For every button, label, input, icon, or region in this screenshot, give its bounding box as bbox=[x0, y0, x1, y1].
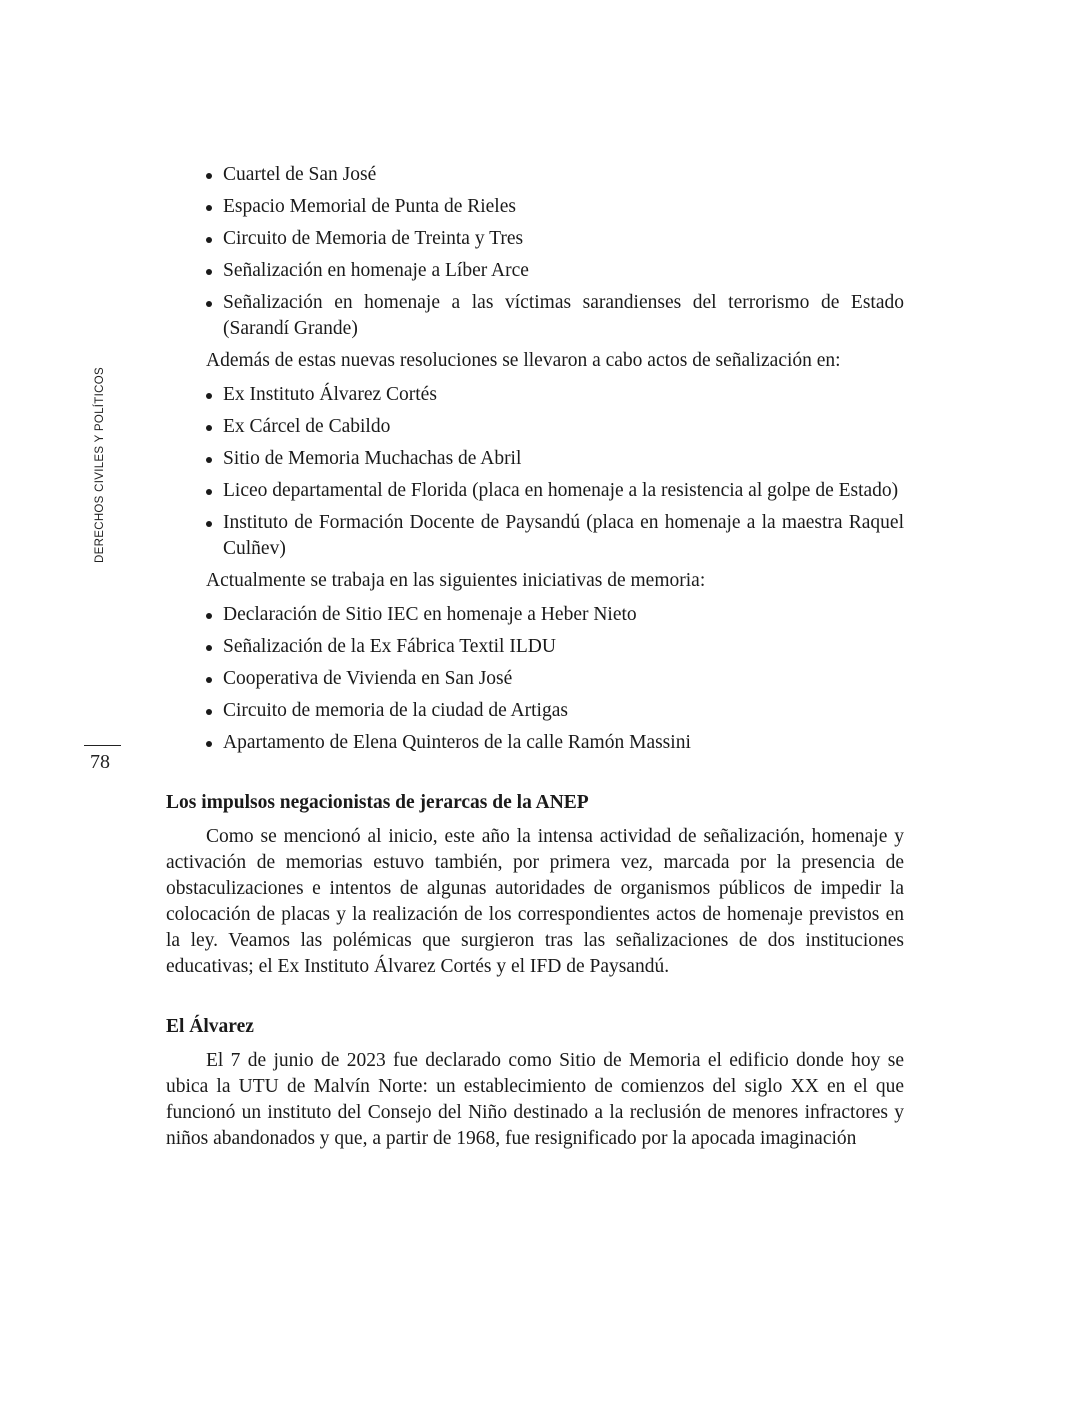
list-item: Declaración de Sitio IEC en homenaje a Heber Nieto bbox=[206, 602, 904, 628]
section-heading: El Álvarez bbox=[166, 1016, 254, 1037]
list-item: Señalización en homenaje a las víctimas sarandienses del terrorismo de Estado (Sarandí Grande) bbox=[206, 290, 904, 342]
section-paragraph: El 7 de junio de 2023 fue declarado como Sitio de Memoria el edificio donde hoy se ubica la UTU de Malvín Norte: un establecimiento de comienzos del siglo XX en el que funcionó un instituto del Consejo del Niño destinado a la reclusión de menores infractores y niños abandonados y que, a partir de 1968, fue resignificado por la apocada imaginación bbox=[166, 1050, 904, 1149]
list-item: Ex Instituto Álvarez Cortés bbox=[206, 382, 904, 408]
list-item: Circuito de memoria de la ciudad de Artigas bbox=[206, 698, 904, 724]
list-item: Cooperativa de Vivienda en San José bbox=[206, 666, 904, 692]
list-item: Señalización en homenaje a Líber Arce bbox=[206, 258, 904, 284]
list-item: Apartamento de Elena Quinteros de la calle Ramón Massini bbox=[206, 730, 904, 756]
section-heading: Los impulsos negacionistas de jerarcas de la ANEP bbox=[166, 792, 589, 813]
list-item: Ex Cárcel de Cabildo bbox=[206, 414, 904, 440]
list-item: Instituto de Formación Docente de Paysandú (placa en homenaje a la maestra Raquel Culñev) bbox=[206, 510, 904, 562]
list-item: Cuartel de San José bbox=[206, 162, 904, 188]
bullet-icon bbox=[206, 709, 212, 715]
section-paragraph: Como se mencionó al inicio, este año la intensa actividad de señalización, homenaje y activación de memorias estuvo también, por primera vez, marcada por la presencia de obstaculizaciones e intentos de algunas autoridades de organismos públicos de impedir la colocación de placas y la realización de los correspondientes actos de homenaje previstos en la ley. Veamos las polémicas que surgieron tras las señalizaciones de dos instituciones educativas; el Ex Instituto Álvarez Cortés y el IFD de Paysandú. bbox=[166, 826, 904, 977]
page-number-rule bbox=[84, 745, 121, 746]
body-text bbox=[166, 162, 904, 1152]
intro-paragraph: Actualmente se trabaja en las siguientes iniciativas de memoria: bbox=[206, 570, 706, 591]
bullet-icon bbox=[206, 521, 212, 527]
bullet-icon bbox=[206, 205, 212, 211]
bullet-icon bbox=[206, 645, 212, 651]
list-item: Liceo departamental de Florida (placa en homenaje a la resistencia al golpe de Estado) bbox=[206, 478, 904, 504]
memory-initiatives-list bbox=[166, 602, 904, 756]
list-item: Circuito de Memoria de Treinta y Tres bbox=[206, 226, 904, 252]
intro-paragraph: Además de estas nuevas resoluciones se llevaron a cabo actos de señalización en: bbox=[206, 350, 841, 371]
bullet-icon bbox=[206, 489, 212, 495]
running-header: DERECHOS CIVILES Y POLÍTICOS bbox=[94, 367, 106, 563]
bullet-icon bbox=[206, 237, 212, 243]
list-item: Sitio de Memoria Muchachas de Abril bbox=[206, 446, 904, 472]
bullet-icon bbox=[206, 741, 212, 747]
bullet-icon bbox=[206, 393, 212, 399]
bullet-icon bbox=[206, 425, 212, 431]
bullet-icon bbox=[206, 457, 212, 463]
bullet-icon bbox=[206, 301, 212, 307]
bullet-icon bbox=[206, 269, 212, 275]
bullet-icon bbox=[206, 613, 212, 619]
signage-acts-list bbox=[166, 382, 904, 562]
bullet-icon bbox=[206, 677, 212, 683]
list-item: Espacio Memorial de Punta de Rieles bbox=[206, 194, 904, 220]
list-item: Señalización de la Ex Fábrica Textil ILDU bbox=[206, 634, 904, 660]
page-number: 78 bbox=[90, 751, 110, 773]
signage-resolutions-list bbox=[166, 162, 904, 342]
bullet-icon bbox=[206, 173, 212, 179]
